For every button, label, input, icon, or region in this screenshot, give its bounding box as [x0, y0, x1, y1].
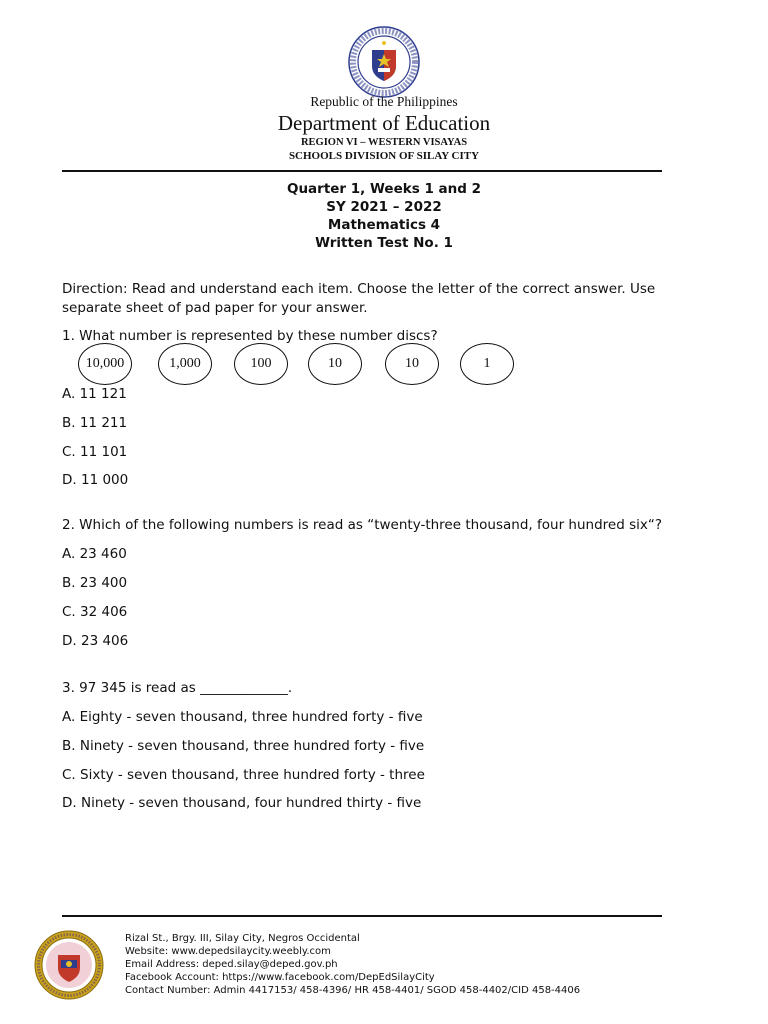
choice-item: D. 11 000	[62, 472, 129, 488]
deped-seal-icon	[348, 26, 420, 98]
region-heading: REGION VI – WESTERN VISAYAS	[300, 137, 468, 148]
choice-item: C. Sixty - seven thousand, three hundred forty - three	[62, 767, 425, 783]
question-2-stem: 2. Which of the following numbers is read as “twenty-three thousand, four hundred six“?	[62, 517, 662, 533]
number-disc: 10	[385, 343, 439, 385]
number-disc: 1	[460, 343, 514, 385]
choice-item: C. 32 406	[62, 604, 128, 620]
choice-item: D. Ninety - seven thousand, four hundred thirty - five	[62, 795, 422, 811]
choice-item: B. 11 211	[62, 415, 128, 431]
school-year-title: SY 2021 – 2022	[326, 199, 442, 215]
choice-item: A. 23 460	[62, 546, 127, 562]
republic-heading: Republic of the Philippines	[310, 94, 458, 109]
division-heading: SCHOOLS DIVISION OF SILAY CITY	[288, 150, 480, 162]
footer-divider	[62, 915, 662, 917]
footer-contact-number: Contact Number: Admin 4417153/ 458-4396/ HR 458-4401/ SGOD 458-4402/CID 458-4406	[125, 985, 581, 996]
footer-email: Email Address: deped.silay@deped.gov.ph	[125, 959, 338, 970]
quarter-title: Quarter 1, Weeks 1 and 2	[286, 181, 482, 197]
number-disc: 1,000	[158, 343, 212, 385]
choice-item: C. 11 101	[62, 444, 128, 460]
header-divider	[62, 170, 662, 172]
question-3-stem: 3. 97 345 is read as _____________.	[62, 680, 293, 696]
question-1-stem: 1. What number is represented by these number discs?	[62, 328, 438, 344]
choice-item: B. Ninety - seven thousand, three hundred forty - five	[62, 738, 425, 754]
department-heading: Department of Education	[277, 111, 491, 135]
footer-facebook: Facebook Account: https://www.facebook.com/DepEdSilayCity	[125, 972, 435, 983]
number-disc: 10	[308, 343, 362, 385]
footer-address: Rizal St., Brgy. III, Silay City, Negros Occidental	[125, 933, 360, 944]
number-disc: 10,000	[78, 343, 132, 385]
test-title: Written Test No. 1	[315, 235, 453, 251]
choice-item: A. Eighty - seven thousand, three hundred forty - five	[62, 709, 423, 725]
footer-website: Website: www.depedsilaycity.weebly.com	[125, 946, 331, 957]
number-disc: 100	[234, 343, 288, 385]
direction-text: Direction: Read and understand each item. Choose the letter of the correct answer. Use separate sheet of pad paper for your answer.	[62, 281, 656, 316]
choice-item: A. 11 121	[62, 386, 127, 402]
silay-division-seal-icon	[34, 930, 104, 1000]
choice-item: D. 23 406	[62, 633, 129, 649]
choice-item: B. 23 400	[62, 575, 128, 591]
subject-title: Mathematics 4	[327, 217, 441, 233]
footer-contact-block	[125, 932, 580, 997]
